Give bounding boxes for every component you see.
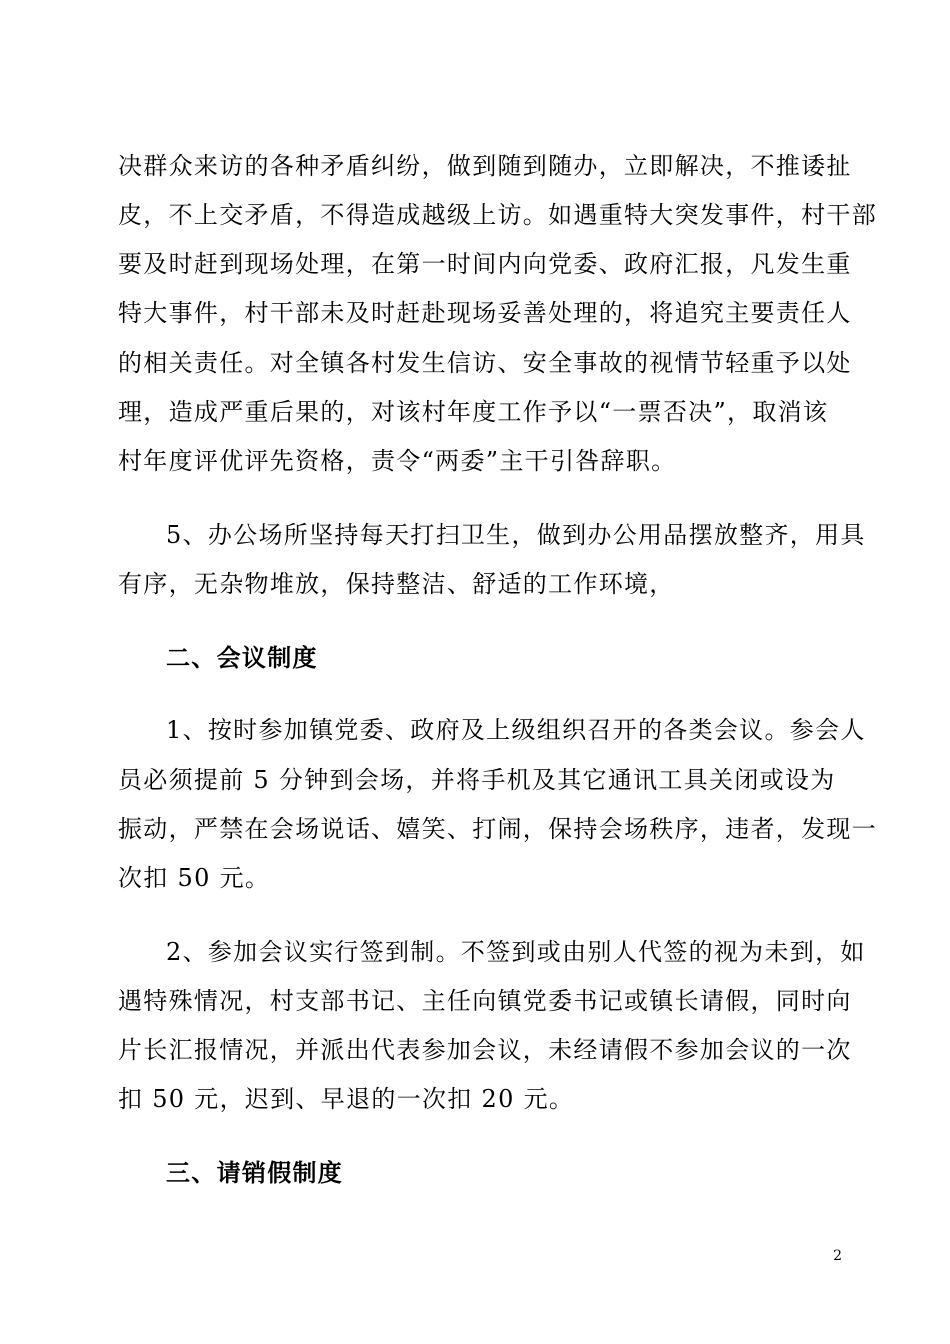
body-text-line: 员必须提前 5 分钟到会场，并将手机及其它通讯工具关闭或设为	[118, 766, 836, 794]
body-text-line: 特大事件，村干部未及时赶赴现场妥善处理的，将追究主要责任人	[118, 299, 852, 327]
section-heading-meetings: 二、会议制度	[166, 643, 318, 672]
body-text-line: 片长汇报情况，并派出代表参加会议，未经请假不参加会议的一次	[118, 1036, 852, 1064]
body-text-line: 2、参加会议实行签到制。不签到或由别人代签的视为未到，如	[166, 938, 866, 966]
body-text-line: 要及时赶到现场处理，在第一时间内向党委、政府汇报，凡发生重	[118, 250, 852, 278]
body-text-line: 5、办公场所坚持每天打扫卫生，做到办公用品摆放整齐，用具	[166, 521, 866, 549]
body-text-line: 次扣 50 元。	[118, 864, 271, 892]
body-text-line: 决群众来访的各种矛盾纠纷，做到随到随办，立即解决，不推诿扯	[118, 152, 852, 180]
body-text-line: 振动，严禁在会场说话、嬉笑、打闹，保持会场秩序，违者，发现一	[118, 815, 877, 843]
section-heading-leave: 三、请销假制度	[166, 1158, 344, 1187]
body-text-line: 遇特殊情况，村支部书记、主任向镇党委书记或镇长请假，同时向	[118, 987, 852, 1015]
body-text-line: 的相关责任。对全镇各村发生信访、安全事故的视情节轻重予以处	[118, 349, 852, 377]
body-text-line: 有序，无杂物堆放，保持整洁、舒适的工作环境，	[118, 570, 675, 598]
body-text-line: 1、按时参加镇党委、政府及上级组织召开的各类会议。参会人	[166, 716, 866, 744]
page-number: 2	[833, 1248, 842, 1264]
body-text-line: 理，造成严重后果的，对该村年度工作予以“一票否决”，取消该	[118, 398, 829, 426]
body-text-line: 村年度评优评先资格，责令“两委”主干引咎辞职。	[118, 447, 677, 475]
body-text-line: 皮，不上交矛盾，不得造成越级上访。如遇重特大突发事件，村干部	[118, 201, 877, 229]
body-text-line: 扣 50 元，迟到、早退的一次扣 20 元。	[118, 1085, 575, 1113]
